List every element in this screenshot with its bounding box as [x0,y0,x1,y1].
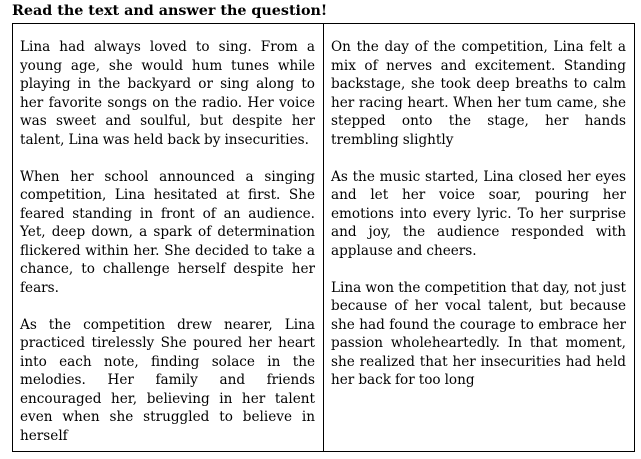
story-table [12,23,635,452]
story-left-column [13,24,324,451]
story-paragraph: On the day of the competition, Lina felt a mix of nerves and excitement. Standing backstage, she took deep breaths to calm her racing heart. When her tum came, she stepped onto the stage, her hands trembling slightly [331,39,626,148]
story-paragraph: As the competition drew nearer, Lina practiced tirelessly She poured her heart into each note, finding solace in the melodies. Her family and friends encouraged her, believing in her talent even when she struggled to believe in herself [20,316,315,444]
story-right-column [324,24,634,451]
story-paragraph: When her school announced a singing competition, Lina hesitated at first. She feared standing in front of an audience. Yet, deep down, a spark of determination flickered within her. She decided to take a chance, to challenge herself despite her fears. [20,168,315,296]
story-paragraph: Lina had always loved to sing. From a young age, she would hum tunes while playing in the backyard or sing along to her favorite songs on the radio. Her voice was sweet and soulful, but despite her talent, Lina was held back by insecurities. [20,39,315,148]
story-paragraph: Lina won the competition that day, not just because of her vocal talent, but because she had found the courage to embrace her passion wholeheartedly. In that moment, she realized that her insecurities had held her back for too long [331,279,626,388]
instruction-heading: Read the text and answer the question! [12,3,328,19]
story-paragraph: As the music started, Lina closed her eyes and let her voice soar, pouring her emotions into every lyric. To her surprise and joy, the audience responded with applause and cheers. [331,168,626,259]
